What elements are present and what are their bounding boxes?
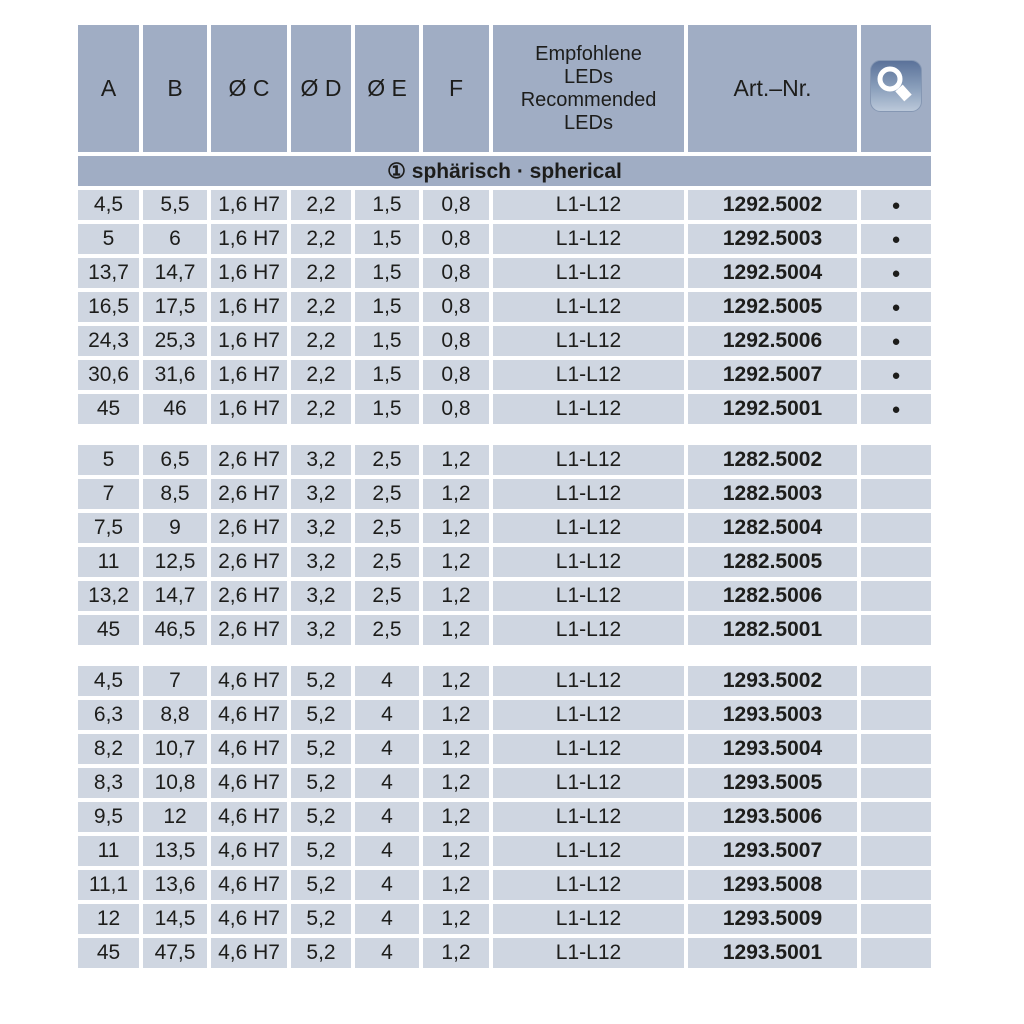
cell-leds: L1-L12 bbox=[493, 394, 684, 424]
cell-dia-e: 2,5 bbox=[355, 513, 419, 543]
cell-b: 13,6 bbox=[143, 870, 207, 900]
cell-dia-c: 4,6 H7 bbox=[211, 666, 287, 696]
cell-f: 1,2 bbox=[423, 666, 489, 696]
cell-b: 12,5 bbox=[143, 547, 207, 577]
col-header-leds bbox=[493, 25, 684, 152]
cell-dia-e: 4 bbox=[355, 938, 419, 968]
cell-f: 1,2 bbox=[423, 870, 489, 900]
cell-b: 12 bbox=[143, 802, 207, 832]
availability-dot-cell bbox=[861, 547, 931, 577]
cell-f: 0,8 bbox=[423, 360, 489, 390]
table-row bbox=[78, 802, 931, 832]
cell-f: 1,2 bbox=[423, 547, 489, 577]
cell-a: 5 bbox=[78, 224, 139, 254]
cell-dia-d: 2,2 bbox=[291, 292, 351, 322]
cell-dia-d: 5,2 bbox=[291, 734, 351, 764]
group-spacer-cell bbox=[78, 649, 931, 662]
cell-art-nr: 1282.5005 bbox=[688, 547, 857, 577]
cell-dia-d: 3,2 bbox=[291, 513, 351, 543]
table-row bbox=[78, 445, 931, 475]
cell-dia-e: 4 bbox=[355, 836, 419, 866]
cell-dia-d: 3,2 bbox=[291, 445, 351, 475]
cell-a: 7,5 bbox=[78, 513, 139, 543]
cell-dia-c: 4,6 H7 bbox=[211, 938, 287, 968]
cell-dia-d: 3,2 bbox=[291, 615, 351, 645]
cell-b: 14,7 bbox=[143, 581, 207, 611]
cell-leds: L1-L12 bbox=[493, 479, 684, 509]
cell-b: 10,7 bbox=[143, 734, 207, 764]
cell-a: 6,3 bbox=[78, 700, 139, 730]
cell-f: 1,2 bbox=[423, 513, 489, 543]
cell-b: 8,8 bbox=[143, 700, 207, 730]
cell-b: 14,7 bbox=[143, 258, 207, 288]
availability-dot: ● bbox=[861, 190, 931, 220]
cell-f: 0,8 bbox=[423, 190, 489, 220]
cell-dia-d: 5,2 bbox=[291, 870, 351, 900]
table-row bbox=[78, 547, 931, 577]
cell-dia-e: 2,5 bbox=[355, 615, 419, 645]
cell-art-nr: 1282.5003 bbox=[688, 479, 857, 509]
cell-a: 7 bbox=[78, 479, 139, 509]
cell-art-nr: 1282.5004 bbox=[688, 513, 857, 543]
cell-dia-c: 2,6 H7 bbox=[211, 581, 287, 611]
availability-dot-cell bbox=[861, 734, 931, 764]
cell-leds: L1-L12 bbox=[493, 547, 684, 577]
cell-f: 0,8 bbox=[423, 292, 489, 322]
cell-leds: L1-L12 bbox=[493, 513, 684, 543]
availability-dot-cell bbox=[861, 802, 931, 832]
cell-b: 31,6 bbox=[143, 360, 207, 390]
table-row bbox=[78, 734, 931, 764]
cell-dia-e: 1,5 bbox=[355, 394, 419, 424]
table-row bbox=[78, 700, 931, 730]
cell-dia-d: 2,2 bbox=[291, 190, 351, 220]
cell-art-nr: 1292.5006 bbox=[688, 326, 857, 356]
cell-dia-c: 1,6 H7 bbox=[211, 394, 287, 424]
cell-dia-c: 1,6 H7 bbox=[211, 326, 287, 356]
cell-dia-c: 1,6 H7 bbox=[211, 292, 287, 322]
table-row bbox=[78, 836, 931, 866]
cell-dia-d: 2,2 bbox=[291, 360, 351, 390]
cell-dia-c: 2,6 H7 bbox=[211, 445, 287, 475]
cell-dia-e: 2,5 bbox=[355, 445, 419, 475]
availability-dot: ● bbox=[861, 292, 931, 322]
cell-dia-c: 4,6 H7 bbox=[211, 904, 287, 934]
cell-art-nr: 1293.5004 bbox=[688, 734, 857, 764]
cell-leds: L1-L12 bbox=[493, 581, 684, 611]
col-header-dia-e: Ø E bbox=[355, 25, 419, 152]
cell-a: 9,5 bbox=[78, 802, 139, 832]
col-header-dia-d: Ø D bbox=[291, 25, 351, 152]
cell-leds: L1-L12 bbox=[493, 734, 684, 764]
cell-art-nr: 1292.5004 bbox=[688, 258, 857, 288]
cell-dia-d: 5,2 bbox=[291, 768, 351, 798]
table-row bbox=[78, 190, 931, 220]
cell-art-nr: 1282.5006 bbox=[688, 581, 857, 611]
col-header-dia-c: Ø C bbox=[211, 25, 287, 152]
cell-dia-c: 2,6 H7 bbox=[211, 513, 287, 543]
leds-header-line: LEDs bbox=[564, 65, 613, 88]
cell-b: 25,3 bbox=[143, 326, 207, 356]
cell-dia-c: 1,6 H7 bbox=[211, 190, 287, 220]
cell-dia-e: 1,5 bbox=[355, 326, 419, 356]
cell-f: 1,2 bbox=[423, 700, 489, 730]
cell-f: 0,8 bbox=[423, 224, 489, 254]
cell-leds: L1-L12 bbox=[493, 615, 684, 645]
cell-art-nr: 1293.5002 bbox=[688, 666, 857, 696]
cell-art-nr: 1293.5009 bbox=[688, 904, 857, 934]
availability-dot-cell bbox=[861, 615, 931, 645]
availability-dot-cell bbox=[861, 666, 931, 696]
cell-art-nr: 1292.5005 bbox=[688, 292, 857, 322]
table-row bbox=[78, 938, 931, 968]
cell-dia-e: 4 bbox=[355, 700, 419, 730]
cell-b: 47,5 bbox=[143, 938, 207, 968]
group-spacer bbox=[78, 649, 931, 662]
cell-leds: L1-L12 bbox=[493, 938, 684, 968]
table-row bbox=[78, 360, 931, 390]
cell-f: 0,8 bbox=[423, 394, 489, 424]
cell-leds: L1-L12 bbox=[493, 258, 684, 288]
table-body bbox=[78, 190, 931, 968]
cell-a: 45 bbox=[78, 615, 139, 645]
cell-leds: L1-L12 bbox=[493, 292, 684, 322]
availability-dot: ● bbox=[861, 258, 931, 288]
col-header-zoom bbox=[861, 25, 931, 152]
availability-dot-cell bbox=[861, 870, 931, 900]
table-row bbox=[78, 870, 931, 900]
availability-dot-cell bbox=[861, 581, 931, 611]
cell-art-nr: 1292.5003 bbox=[688, 224, 857, 254]
cell-leds: L1-L12 bbox=[493, 802, 684, 832]
cell-dia-c: 4,6 H7 bbox=[211, 768, 287, 798]
cell-a: 11,1 bbox=[78, 870, 139, 900]
leds-header-line: LEDs bbox=[564, 111, 613, 134]
section-header-row bbox=[78, 156, 931, 186]
led-spacer-table bbox=[74, 21, 935, 972]
cell-dia-d: 3,2 bbox=[291, 479, 351, 509]
cell-leds: L1-L12 bbox=[493, 666, 684, 696]
cell-a: 24,3 bbox=[78, 326, 139, 356]
group-spacer-cell bbox=[78, 428, 931, 441]
cell-a: 45 bbox=[78, 394, 139, 424]
cell-b: 10,8 bbox=[143, 768, 207, 798]
cell-leds: L1-L12 bbox=[493, 870, 684, 900]
cell-a: 13,2 bbox=[78, 581, 139, 611]
table-row bbox=[78, 394, 931, 424]
cell-leds: L1-L12 bbox=[493, 700, 684, 730]
cell-f: 1,2 bbox=[423, 581, 489, 611]
cell-dia-c: 4,6 H7 bbox=[211, 802, 287, 832]
cell-b: 14,5 bbox=[143, 904, 207, 934]
cell-dia-e: 2,5 bbox=[355, 581, 419, 611]
cell-dia-c: 1,6 H7 bbox=[211, 224, 287, 254]
cell-dia-e: 2,5 bbox=[355, 547, 419, 577]
cell-art-nr: 1293.5008 bbox=[688, 870, 857, 900]
cell-dia-d: 5,2 bbox=[291, 802, 351, 832]
cell-art-nr: 1292.5001 bbox=[688, 394, 857, 424]
cell-leds: L1-L12 bbox=[493, 190, 684, 220]
cell-a: 4,5 bbox=[78, 190, 139, 220]
cell-b: 8,5 bbox=[143, 479, 207, 509]
cell-leds: L1-L12 bbox=[493, 904, 684, 934]
cell-b: 6 bbox=[143, 224, 207, 254]
cell-dia-e: 4 bbox=[355, 734, 419, 764]
cell-dia-c: 1,6 H7 bbox=[211, 258, 287, 288]
cell-leds: L1-L12 bbox=[493, 326, 684, 356]
cell-dia-e: 1,5 bbox=[355, 258, 419, 288]
cell-art-nr: 1293.5003 bbox=[688, 700, 857, 730]
cell-a: 4,5 bbox=[78, 666, 139, 696]
cell-art-nr: 1293.5005 bbox=[688, 768, 857, 798]
cell-dia-d: 5,2 bbox=[291, 666, 351, 696]
cell-dia-d: 5,2 bbox=[291, 904, 351, 934]
availability-dot: ● bbox=[861, 394, 931, 424]
cell-b: 5,5 bbox=[143, 190, 207, 220]
cell-leds: L1-L12 bbox=[493, 836, 684, 866]
cell-dia-d: 3,2 bbox=[291, 581, 351, 611]
table-row bbox=[78, 479, 931, 509]
cell-art-nr: 1292.5002 bbox=[688, 190, 857, 220]
availability-dot: ● bbox=[861, 224, 931, 254]
col-header-art-nr: Art.–Nr. bbox=[688, 25, 857, 152]
cell-dia-d: 2,2 bbox=[291, 394, 351, 424]
cell-f: 1,2 bbox=[423, 802, 489, 832]
availability-dot-cell bbox=[861, 904, 931, 934]
table-row bbox=[78, 326, 931, 356]
cell-f: 0,8 bbox=[423, 258, 489, 288]
cell-b: 13,5 bbox=[143, 836, 207, 866]
cell-art-nr: 1282.5002 bbox=[688, 445, 857, 475]
cell-art-nr: 1293.5006 bbox=[688, 802, 857, 832]
cell-dia-e: 4 bbox=[355, 904, 419, 934]
magnifier-icon[interactable] bbox=[870, 60, 922, 112]
cell-dia-d: 2,2 bbox=[291, 224, 351, 254]
cell-art-nr: 1293.5001 bbox=[688, 938, 857, 968]
cell-dia-e: 4 bbox=[355, 802, 419, 832]
cell-dia-e: 1,5 bbox=[355, 190, 419, 220]
cell-a: 11 bbox=[78, 547, 139, 577]
cell-f: 1,2 bbox=[423, 734, 489, 764]
cell-a: 11 bbox=[78, 836, 139, 866]
cell-dia-e: 2,5 bbox=[355, 479, 419, 509]
cell-f: 1,2 bbox=[423, 768, 489, 798]
table-row bbox=[78, 513, 931, 543]
col-header-a: A bbox=[78, 25, 139, 152]
cell-dia-d: 2,2 bbox=[291, 258, 351, 288]
cell-b: 9 bbox=[143, 513, 207, 543]
cell-dia-c: 2,6 H7 bbox=[211, 479, 287, 509]
cell-dia-c: 4,6 H7 bbox=[211, 836, 287, 866]
cell-dia-d: 3,2 bbox=[291, 547, 351, 577]
cell-dia-e: 4 bbox=[355, 870, 419, 900]
cell-dia-d: 5,2 bbox=[291, 836, 351, 866]
cell-dia-c: 1,6 H7 bbox=[211, 360, 287, 390]
availability-dot-cell bbox=[861, 938, 931, 968]
leds-header-line: Recommended bbox=[520, 88, 657, 111]
leds-header-line: Empfohlene bbox=[535, 42, 642, 65]
table-row bbox=[78, 666, 931, 696]
cell-dia-e: 1,5 bbox=[355, 360, 419, 390]
section-header: ① sphärisch · spherical bbox=[78, 156, 931, 186]
cell-f: 1,2 bbox=[423, 615, 489, 645]
cell-dia-c: 4,6 H7 bbox=[211, 870, 287, 900]
cell-dia-e: 1,5 bbox=[355, 292, 419, 322]
cell-f: 1,2 bbox=[423, 445, 489, 475]
availability-dot-cell bbox=[861, 445, 931, 475]
availability-dot: ● bbox=[861, 326, 931, 356]
table-row bbox=[78, 615, 931, 645]
table-row bbox=[78, 292, 931, 322]
cell-f: 1,2 bbox=[423, 904, 489, 934]
availability-dot-cell bbox=[861, 700, 931, 730]
cell-art-nr: 1293.5007 bbox=[688, 836, 857, 866]
availability-dot-cell bbox=[861, 479, 931, 509]
cell-a: 5 bbox=[78, 445, 139, 475]
cell-b: 17,5 bbox=[143, 292, 207, 322]
cell-dia-c: 4,6 H7 bbox=[211, 700, 287, 730]
col-header-b: B bbox=[143, 25, 207, 152]
group-spacer bbox=[78, 428, 931, 441]
cell-f: 1,2 bbox=[423, 938, 489, 968]
table-row bbox=[78, 581, 931, 611]
cell-dia-c: 2,6 H7 bbox=[211, 615, 287, 645]
cell-dia-d: 5,2 bbox=[291, 700, 351, 730]
cell-leds: L1-L12 bbox=[493, 360, 684, 390]
availability-dot-cell bbox=[861, 513, 931, 543]
cell-dia-c: 4,6 H7 bbox=[211, 734, 287, 764]
cell-b: 46,5 bbox=[143, 615, 207, 645]
cell-a: 12 bbox=[78, 904, 139, 934]
availability-dot: ● bbox=[861, 360, 931, 390]
col-header-f: F bbox=[423, 25, 489, 152]
cell-f: 1,2 bbox=[423, 479, 489, 509]
cell-a: 13,7 bbox=[78, 258, 139, 288]
cell-art-nr: 1292.5007 bbox=[688, 360, 857, 390]
cell-f: 0,8 bbox=[423, 326, 489, 356]
table-row bbox=[78, 258, 931, 288]
cell-a: 45 bbox=[78, 938, 139, 968]
availability-dot-cell bbox=[861, 768, 931, 798]
availability-dot-cell bbox=[861, 836, 931, 866]
table-row bbox=[78, 224, 931, 254]
cell-a: 16,5 bbox=[78, 292, 139, 322]
cell-leds: L1-L12 bbox=[493, 768, 684, 798]
cell-art-nr: 1282.5001 bbox=[688, 615, 857, 645]
cell-leds: L1-L12 bbox=[493, 224, 684, 254]
header-row bbox=[78, 25, 931, 152]
cell-b: 7 bbox=[143, 666, 207, 696]
cell-dia-e: 4 bbox=[355, 768, 419, 798]
cell-b: 6,5 bbox=[143, 445, 207, 475]
table-row bbox=[78, 768, 931, 798]
cell-a: 30,6 bbox=[78, 360, 139, 390]
cell-dia-e: 4 bbox=[355, 666, 419, 696]
cell-dia-e: 1,5 bbox=[355, 224, 419, 254]
cell-a: 8,3 bbox=[78, 768, 139, 798]
cell-f: 1,2 bbox=[423, 836, 489, 866]
cell-b: 46 bbox=[143, 394, 207, 424]
table-row bbox=[78, 904, 931, 934]
cell-dia-c: 2,6 H7 bbox=[211, 547, 287, 577]
cell-leds: L1-L12 bbox=[493, 445, 684, 475]
cell-dia-d: 2,2 bbox=[291, 326, 351, 356]
cell-dia-d: 5,2 bbox=[291, 938, 351, 968]
cell-a: 8,2 bbox=[78, 734, 139, 764]
